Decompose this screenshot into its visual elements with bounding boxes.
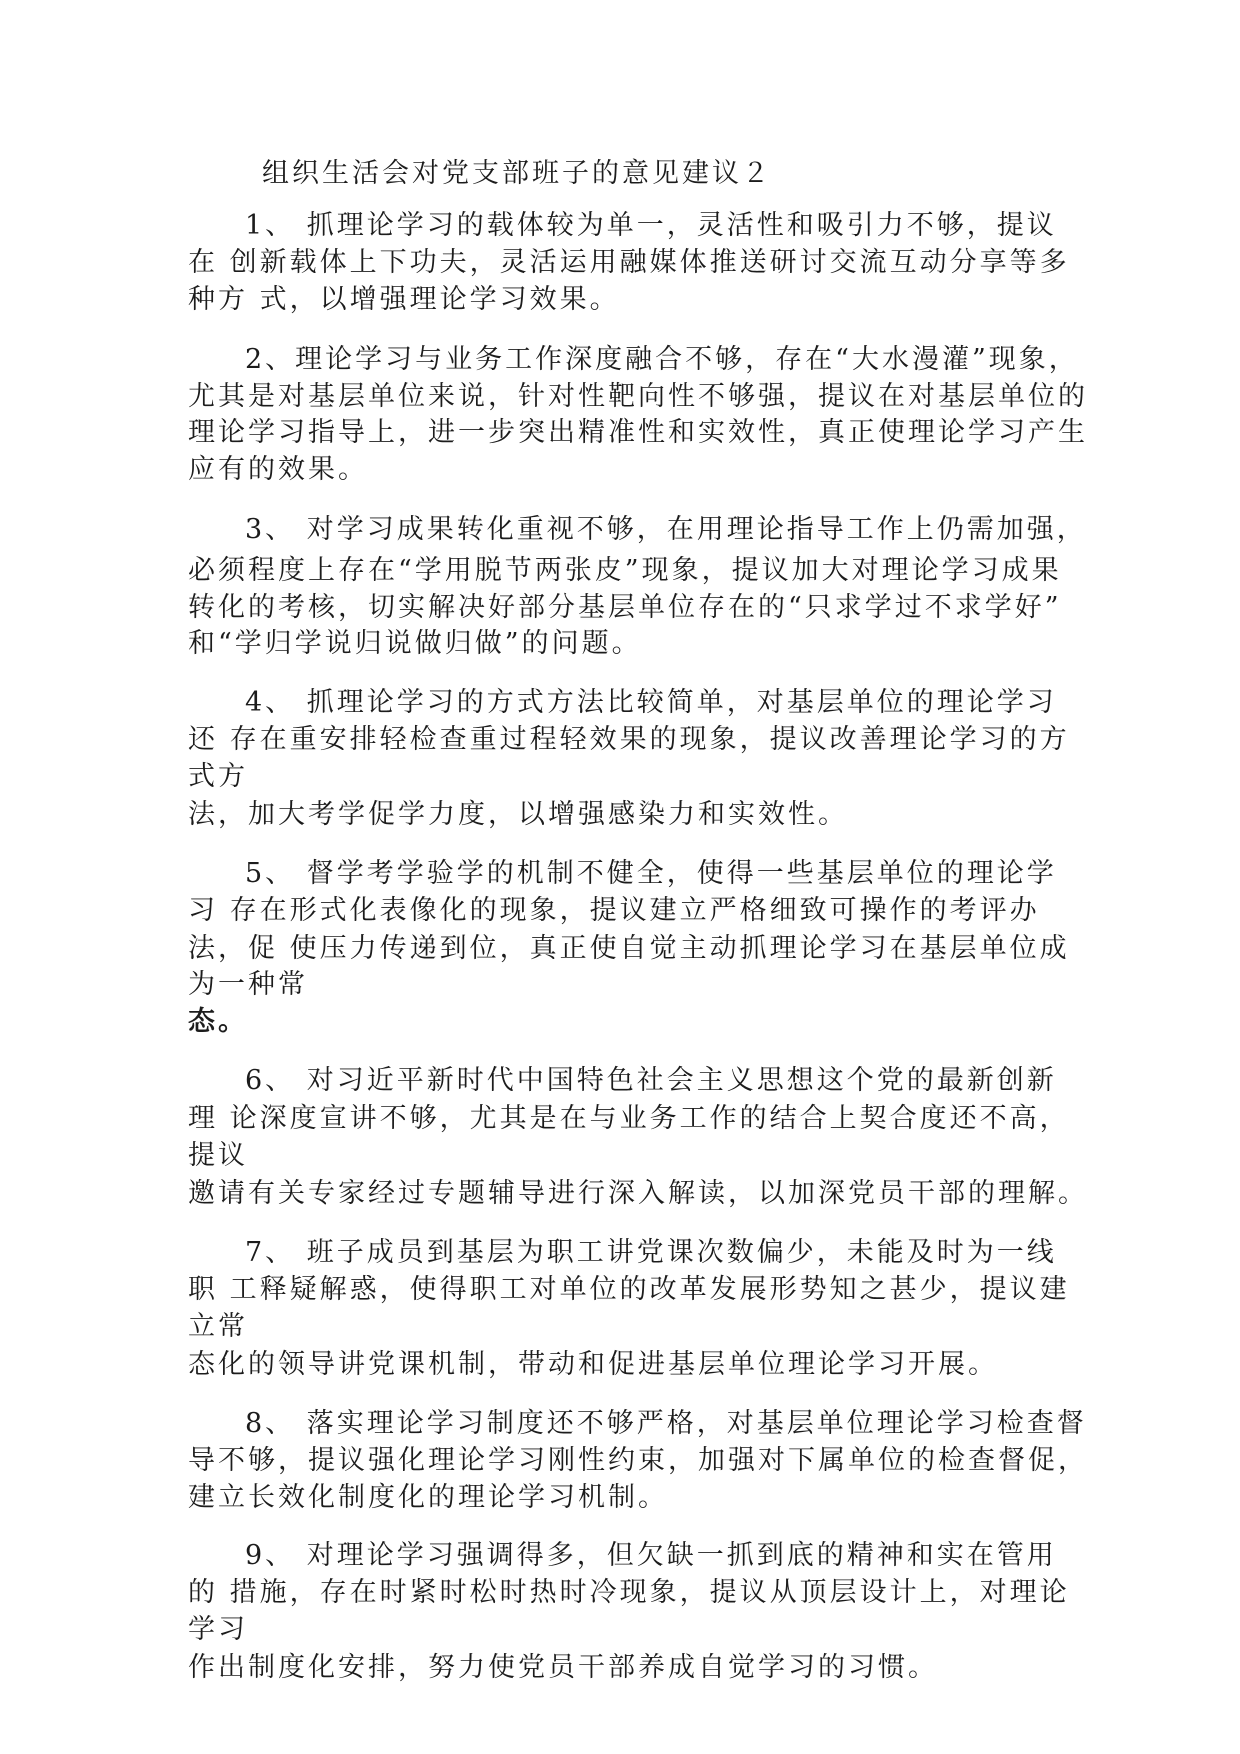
item-9-line-3: 学习 — [188, 1614, 248, 1645]
item-8-line-1: 8、 落实理论学习制度还不够严格，对基层单位理论学习检查督 — [245, 1408, 1087, 1439]
item-4-line-1: 4、 抓理论学习的方式方法比较简单，对基层单位的理论学习 — [245, 687, 1057, 718]
item-3-line-3: 转化的考核，切实解决好部分基层单位存在的“只求学过不求学好” — [188, 592, 1062, 623]
item-9-line-1: 9、 对理论学习强调得多，但欠缺一抓到底的精神和实在管用 — [245, 1540, 1057, 1571]
item-4-line-3: 式方 — [188, 761, 248, 792]
item-9-line-4: 作出制度化安排，努力使党员干部养成自觉学习的习惯。 — [188, 1652, 938, 1683]
item-9-line-2: 的 措施，存在时紧时松时热时冷现象，提议从顶层设计上，对理论 — [188, 1577, 1070, 1608]
item-3-line-2: 必须程度上存在“学用脱节两张皮”现象，提议加大对理论学习成果 — [188, 555, 1062, 586]
item-4-line-4: 法，加大考学促学力度，以增强感染力和实效性。 — [188, 799, 848, 830]
item-7-line-1: 7、 班子成员到基层为职工讲党课次数偏少，未能及时为一线 — [245, 1237, 1057, 1268]
item-2-line-1: 2、理论学习与业务工作深度融合不够，存在“大水漫灌”现象， — [245, 344, 1079, 375]
item-8-line-3: 建立长效化制度化的理论学习机制。 — [188, 1482, 668, 1513]
item-1-line-3: 种方 式，以增强理论学习效果。 — [188, 284, 620, 315]
item-7-line-3: 立常 — [188, 1311, 248, 1342]
item-2-line-2: 尤其是对基层单位来说，针对性靶向性不够强，提议在对基层单位的 — [188, 381, 1088, 412]
item-2-line-4: 应有的效果。 — [188, 454, 368, 485]
item-6-line-3: 提议 — [188, 1140, 248, 1171]
item-2-line-3: 理论学习指导上，进一步突出精准性和实效性，真正使理论学习产生 — [188, 417, 1088, 448]
item-3-line-1: 3、 对学习成果转化重视不够，在用理论指导工作上仍需加强， — [245, 514, 1087, 545]
item-5-line-4: 为一种常 — [188, 969, 308, 1000]
item-6-line-1: 6、 对习近平新时代中国特色社会主义思想这个党的最新创新 — [245, 1065, 1057, 1096]
item-1-line-2: 在 创新载体上下功夫，灵活运用融媒体推送研讨交流互动分享等多 — [188, 247, 1070, 278]
item-5-line-2: 习 存在形式化表像化的现象，提议建立严格细致可操作的考评办 — [188, 895, 1040, 926]
item-7-line-4: 态化的领导讲党课机制，带动和促进基层单位理论学习开展。 — [188, 1349, 998, 1380]
item-5-line-5: 态。 — [188, 1006, 248, 1037]
item-7-line-2: 职 工释疑解惑，使得职工对单位的改革发展形势知之甚少，提议建 — [188, 1274, 1070, 1305]
document-title: 组织生活会对党支部班子的意见建议２ — [262, 158, 772, 189]
item-6-line-4: 邀请有关专家经过专题辅导进行深入解读，以加深党员干部的理解。 — [188, 1178, 1088, 1209]
item-5-line-1: 5、 督学考学验学的机制不健全，使得一些基层单位的理论学 — [245, 858, 1057, 889]
item-3-line-4: 和“学归学说归说做归做”的问题。 — [188, 628, 642, 659]
item-4-line-2: 还 存在重安排轻检查重过程轻效果的现象，提议改善理论学习的方 — [188, 724, 1070, 755]
item-8-line-2: 导不够，提议强化理论学习刚性约束，加强对下属单位的检查督促， — [188, 1445, 1088, 1476]
item-1-line-1: 1、 抓理论学习的载体较为单一，灵活性和吸引力不够，提议 — [245, 210, 1057, 241]
item-5-line-3: 法，促 使压力传递到位，真正使自觉主动抓理论学习在基层单位成 — [188, 933, 1070, 964]
item-6-line-2: 理 论深度宣讲不够，尤其是在与业务工作的结合上契合度还不高， — [188, 1103, 1070, 1134]
